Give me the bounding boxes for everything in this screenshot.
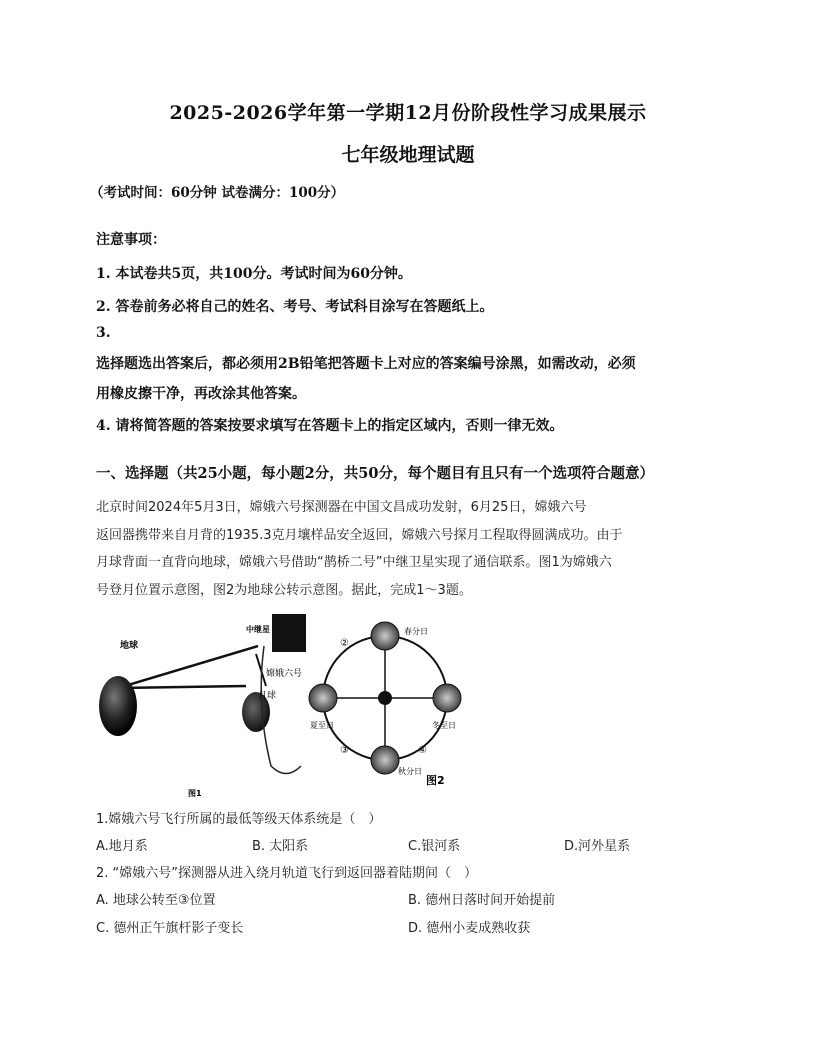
question-2-option-b: B. 德州日落时间开始提前: [408, 893, 556, 908]
question-2-stem: 2. “嫦娥六号”探测器从进入绕月轨道飞行到返回器着陆期间（ ）: [96, 866, 478, 881]
passage-line-1: 北京时间2024年5月3日，嫦娥六号探测器在中国文昌成功发射，6月25日，嫦娥六号: [96, 500, 587, 515]
notice-item-1: 1. 本试卷共5页，共100分。考试时间为60分钟。: [96, 266, 412, 282]
passage-line-3: 月球背面一直背向地球，嫦娥六号借助“鹊桥二号”中继卫星实现了通信联系。图1为嫦娥六: [96, 555, 612, 570]
fig1-probe-label: 嫦娥六号: [266, 669, 303, 679]
question-1-option-a: A.地月系: [96, 839, 148, 854]
fig2-caption: 图2: [426, 774, 445, 787]
fig2-label-bottom: 秋分日: [398, 767, 422, 776]
question-1-option-b: B. 太阳系: [252, 839, 309, 854]
notice-item-4: 4. 请将简答题的答案按要求填写在答题卡上的指定区域内，否则一律无效。: [96, 418, 564, 434]
notice-item-2: 2. 答卷前务必将自己的姓名、考号、考试科目涂写在答题纸上。: [96, 299, 494, 315]
question-1-stem: 1.嫦娥六号飞行所属的最低等级天体系统是（ ）: [96, 812, 382, 827]
question-2-option-a: A. 地球公转至③位置: [96, 893, 216, 908]
fig1-earth-label: 地球: [120, 641, 139, 651]
passage-line-4: 号登月位置示意图，图2为地球公转示意图。据此，完成1～3题。: [96, 583, 472, 598]
fig1-relay-label: 中继星: [246, 625, 270, 634]
exam-meta: （考试时间：60分钟 试卷满分：100分）: [90, 185, 345, 201]
earth-globe: [99, 676, 137, 736]
figure-2-revolution-diagram: [300, 606, 470, 791]
notice-heading: 注意事项：: [96, 232, 166, 248]
question-2-option-c: C. 德州正午旗杆影子变长: [96, 921, 244, 936]
fig1-moon-label: 月球: [258, 691, 277, 701]
fig1-caption: 图1: [188, 789, 202, 798]
question-1-option-d: D.河外星系: [564, 839, 631, 854]
fig2-label-top: 春分日: [404, 627, 428, 636]
notice-item-3-line-1: 选择题选出答案后，都必须用2B铅笔把答题卡上对应的答案编号涂黑，如需改动，必须: [96, 356, 636, 372]
fig2-pos-4: ④: [418, 745, 427, 756]
question-1-option-c: C.银河系: [408, 839, 461, 854]
earth-moon-link: [118, 686, 246, 688]
title-line-1: 2025-2026学年第一学期12月份阶段性学习成果展示: [169, 102, 647, 124]
figure-1-earth-moon-diagram: [96, 606, 326, 806]
earth-bottom: [371, 746, 399, 774]
fig2-pos-3: ③: [340, 745, 349, 756]
notice-item-3-line-2: 用橡皮擦干净，再改涂其他答案。: [96, 386, 306, 402]
sun-center: [378, 691, 392, 705]
fig2-pos-2: ②: [340, 638, 349, 649]
earth-relay-link: [118, 646, 258, 688]
fig2-label-left: 夏至日: [310, 721, 334, 730]
passage-line-2: 返回器携带来自月背的1935.3克月壤样品安全返回，嫦娥六号探月工程取得圆满成功。由于: [96, 528, 623, 543]
earth-left: [309, 684, 337, 712]
notice-item-3-number: 3.: [96, 325, 111, 341]
question-2-option-d: D. 德州小麦成熟收获: [408, 921, 531, 936]
earth-right: [433, 684, 461, 712]
section-heading: 一、选择题（共25小题，每小题2分，共50分，每个题目有且只有一个选项符合题意）: [96, 465, 654, 482]
fig2-label-right: 冬至日: [432, 721, 456, 730]
earth-top: [371, 622, 399, 650]
title-line-2: 七年级地理试题: [341, 144, 475, 166]
